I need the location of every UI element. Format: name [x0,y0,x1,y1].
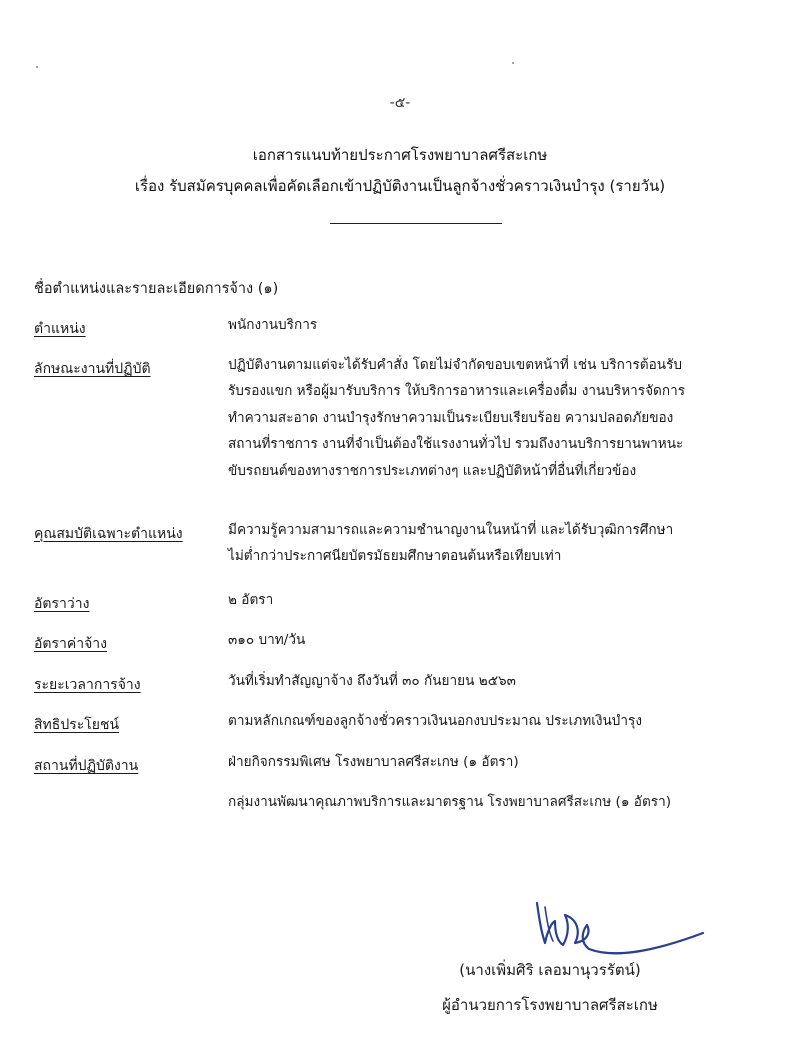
field-value: ๒ อัตรา [228,592,274,608]
field-label: อัตราว่าง [34,596,90,612]
field-value: ตามหลักเกณฑ์ของลูกจ้างชั่วคราวเงินนอกงบประมาณ ประเภทเงินบำรุง [228,713,642,729]
field-label: คุณสมบัติเฉพาะตำแหน่ง [34,526,183,542]
value-line: ทำความสะอาด งานบำรุงรักษาความเป็นระเบียบเรียบร้อย ความปลอดภัยของ [228,409,674,426]
field-value: พนักงานบริการ [228,317,318,333]
signatory-name: (นางเพิ่มศิริ เลอมานุวรรัตน์) [459,961,641,979]
value-line: สถานที่ราชการ งานที่จำเป็นต้องใช้แรงงานทั่วไป รวมถึงงานบริการยานพาหนะ [228,436,684,453]
value-line: ไม่ต่ำกว่าประกาศนียบัตรมัธยมศึกษาตอนต้นหรือเทียบเท่า [228,548,562,565]
title-divider [330,223,502,224]
document-title: เอกสารแนบท้ายประกาศโรงพยาบาลศรีสะเกษ [252,146,548,164]
field-label: อัตราค่าจ้าง [34,636,108,652]
page-number: -๕- [389,95,411,111]
scan-speck [36,66,38,68]
section-heading: ชื่อตำแหน่งและรายละเอียดการจ้าง (๑) [34,281,279,297]
value-line: ขับรถยนต์ของทางราชการประเภทต่างๆ และปฏิบัติหน้าที่อื่นที่เกี่ยวข้อง [228,462,637,479]
field-value [228,742,773,822]
field-label: สถานที่ปฏิบัติงาน [34,758,139,774]
field-label: ระยะเวลาการจ้าง [34,677,141,693]
field-label: ลักษณะงานที่ปฏิบัติ [34,361,151,377]
scan-speck [512,62,514,64]
field-value: วันที่เริ่มทำสัญญาจ้าง ถึงวันที่ ๓๐ กันยายน ๒๕๖๓ [228,673,516,689]
signatory-title: ผู้อำนวยการโรงพยาบาลศรีสะเกษ [442,996,658,1014]
value-line: รับรองแขก หรือผู้มารับบริการ ให้บริการอาหารและเครื่องดื่ม งานบริหารจัดการ [228,383,686,400]
field-value [228,352,773,484]
value-line: มีความรู้ความสามารถและความชำนาญงานในหน้าที่ และได้รับวุฒิการศึกษา [228,522,674,538]
value-line: ปฏิบัติงานตามแต่จะได้รับคำสั่ง โดยไม่จำกัดขอบเขตหน้าที่ เช่น บริการต้อนรับ [228,357,682,373]
document-subject: เรื่อง รับสมัครบุคคลเพื่อคัดเลือกเข้าปฏิบัติงานเป็นลูกจ้างชั่วคราวเงินบำรุง (รายวัน) [134,177,666,195]
value-line: ฝ่ายกิจกรรมพิเศษ โรงพยาบาลศรีสะเกษ (๑ อัตรา) [228,754,519,770]
value-line: กลุ่มงานพัฒนาคุณภาพบริการและมาตรฐาน โรงพยาบาลศรีสะเกษ (๑ อัตรา) [228,794,672,810]
field-label: สิทธิประโยชน์ [34,717,120,733]
field-value: ๓๑๐ บาท/วัน [228,632,306,648]
field-value [228,517,773,570]
field-label: ตำแหน่ง [34,321,86,337]
